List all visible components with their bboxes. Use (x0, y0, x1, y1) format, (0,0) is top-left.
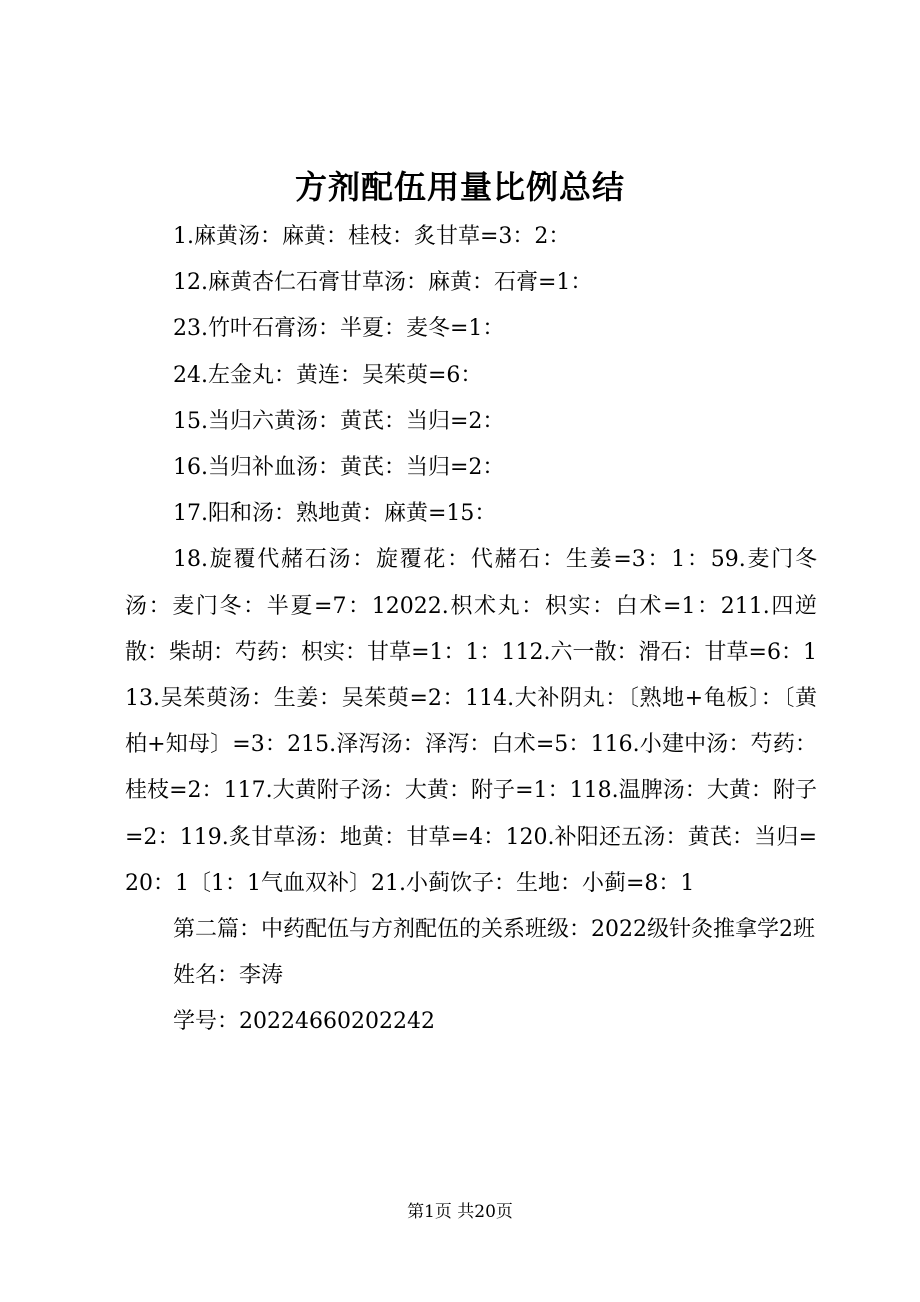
paragraph-yanghe-tang: 17.阳和汤：熟地黄：麻黄=15： (173, 501, 497, 527)
paragraph-mahuang-tang: 1.麻黄汤：麻黄：桂枝：炙甘草=3：2： (173, 224, 571, 249)
paragraph-danggui-liuhuang-tang: 15.当归六黄汤：黄芪：当归=2： (173, 408, 505, 434)
document-body (125, 214, 817, 1046)
paragraph-zhuye-shigao-tang: 23.竹叶石膏汤：半夏：麦冬=1： (173, 316, 505, 342)
paragraph-danggui-buxue-tang: 16.当归补血汤：黄芪：当归=2： (173, 455, 505, 481)
document-title: 方剂配伍用量比例总结 (294, 168, 625, 206)
paragraph-xuanfu-daizhe-tang-and-more: 18.旋覆代赭石汤：旋覆花：代赭石：生姜=3：1：59.麦门冬汤：麦门冬：半夏=7：12022.枳术丸：枳实：白术=1：211.四逆散：柴胡：芍药：枳实：甘草=1：1：112.六一散：滑石：甘草=6：113.吴茱萸汤：生姜：吴茱萸=2：114.大补阴丸：〔熟地+龟板〕：〔黄柏+知母〕=3：215.泽泻汤：泽泻：白术=5：116.小建中汤：芍药：桂枝=2：117.大黄附子汤：大黄：附子=1：118.温脾汤：大黄：附子=2：119.炙甘草汤：地黄：甘草=4：120.补阳还五汤：黄芪：当归=20：1〔1：1气血双补〕21.小蓟饮子：生地：小蓟=8：1 (125, 547, 817, 896)
paragraph-student-name: 姓名：李涛 (173, 963, 284, 989)
page-number-footer: 第1页 共20页 (407, 1202, 513, 1222)
paragraph-zuojin-wan: 24.左金丸：黄连：吴茱萸=6： (173, 362, 483, 388)
paragraph-maxing-shigan-tang: 12.麻黄杏仁石膏甘草汤：麻黄：石膏=1： (173, 270, 593, 296)
paragraph-part-two-heading: 第二篇：中药配伍与方剂配伍的关系班级：2022级针灸推拿学2班 (173, 917, 815, 943)
paragraph-student-id: 学号：20224660202242 (173, 1009, 435, 1035)
